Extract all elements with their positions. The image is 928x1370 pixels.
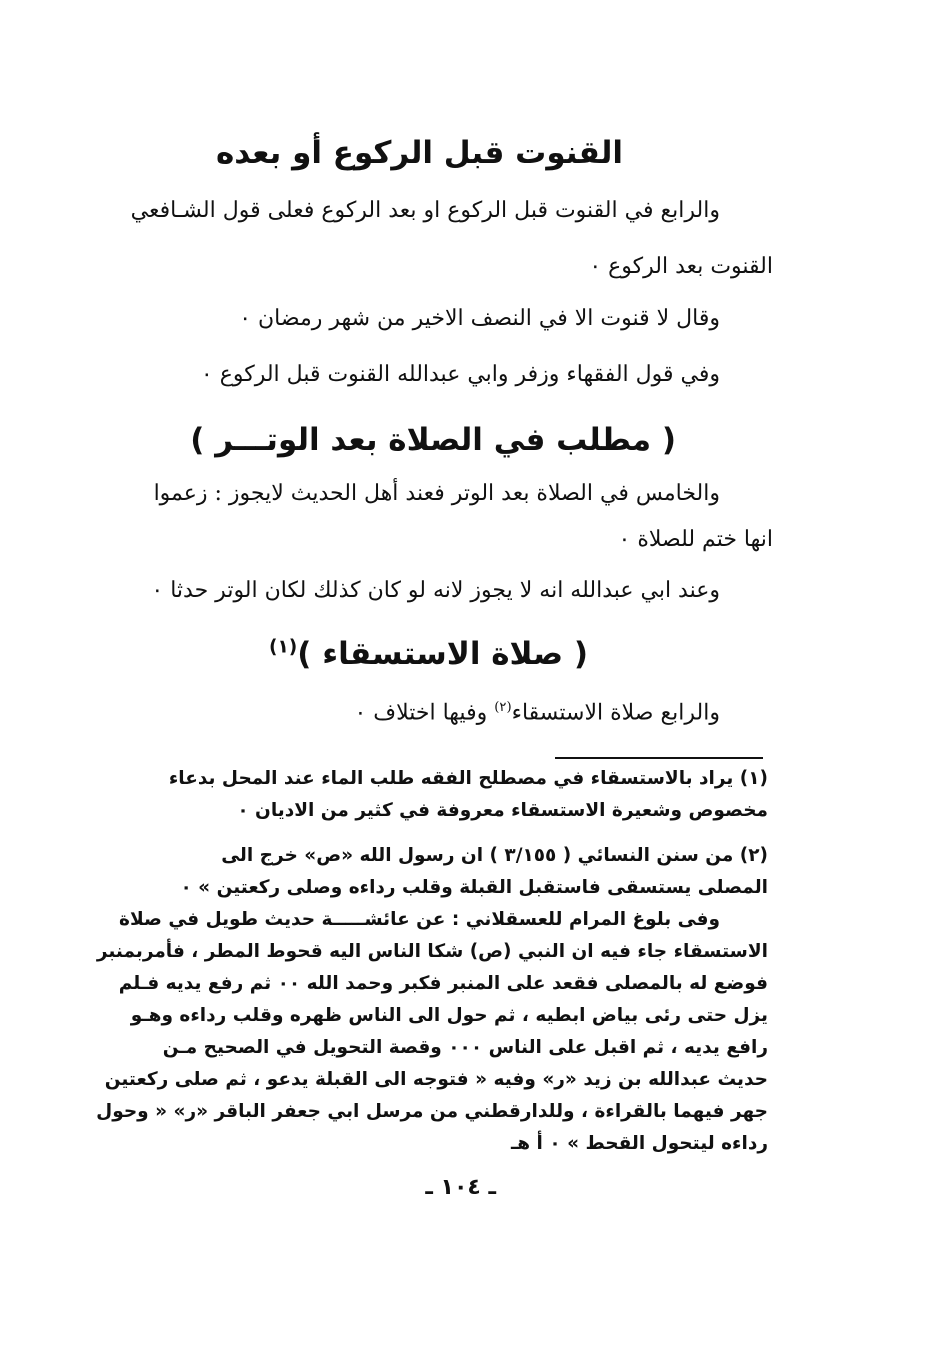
paragraph-1-line-1: والرابع في القنوت قبل الركوع او بعد الركوع فعلى قول الشـافعي <box>130 198 720 223</box>
paragraph-1-line-4: وفي قول الفقهاء وزفر وابي عبدالله القنوت قبل الركوع ٠ <box>200 362 720 387</box>
footnote-1-line-2: مخصوص وشعيرة الاستسقاء معروفة في كثير من الاديان ٠ <box>237 800 768 821</box>
footnote-2-line-3: وفى بلوغ المرام للعسقلاني : عن عائشـــــة حديث طويل في صلاة <box>119 909 720 930</box>
footnote-2-line-9: جهر فيهما بالقراءة ، وللدارقطني من مرسل ابي جعفر الباقر «ر» « وحول <box>96 1101 768 1122</box>
paragraph-2-line-1: والخامس في الصلاة بعد الوتر فعند أهل الحديث لايجوز : زعموا <box>153 481 720 506</box>
paragraph-2-line-2: انها ختم للصلاة ٠ <box>618 527 773 552</box>
paragraph-2-line-3: وعند ابي عبدالله انه لا يجوز لانه لو كان كذلك لكان الوتر حدثا ٠ <box>151 578 720 603</box>
footnote-2-line-6: يزل حتى رئى بياض ابطيه ، ثم حول الى الناس ظهره وقلب رداءه وهـو <box>130 1005 768 1026</box>
paragraph-1-line-3: وقال لا قنوت الا في النصف الاخير من شهر رمضان ٠ <box>239 306 720 331</box>
footnote-2-line-10: رداءه ليتحول القحط » ٠ أ هـ <box>510 1133 768 1154</box>
footnote-2-line-5: فوضع له بالمصلى فقعد على المنبر فكبر وحمد الله ٠٠ ثم رفع يديه فـلم <box>118 973 768 994</box>
paragraph-1-line-2: القنوت بعد الركوع ٠ <box>589 254 773 279</box>
footnote-1-line-1: (١) يراد بالاستسقاء في مصطلح الفقه طلب الماء عند المحل بدعاء <box>168 768 768 789</box>
footnote-2-line-4: الاستسقاء جاء فيه ان النبي (ص) شكا الناس اليه قحوط المطر ، فأمربمنبر <box>96 941 768 962</box>
paragraph-3-pre: والرابع صلاة الاستسقاء <box>511 700 720 726</box>
footnote-2-line-1: (٢) من سنن النسائي ( ٣/١٥٥ ) ان رسول الله «ص» خرج الى <box>221 845 768 866</box>
paragraph-3-post: وفيها اختلاف ٠ <box>354 700 495 726</box>
footnote-2-line-7: رافع يديه ، ثم اقبل على الناس ٠٠٠ وقصة التحويل في الصحيح مـن <box>162 1037 768 1058</box>
footnote-2-line-8: حديث عبدالله بن زيد «ر» وفيه « فتوجه الى القبلة يدعو ، ثم صلى ركعتين <box>104 1069 768 1090</box>
footnote-2-line-2: المصلى يستسقى فاستقبل القبلة وقلب رداءه وصلى ركعتين » ٠ <box>180 877 768 898</box>
paragraph-3 <box>354 700 720 725</box>
heading-prayer-after-witr: ( مطلب في الصلاة بعد الوتـــر ) <box>190 422 676 458</box>
footnote-marker-1: (١) <box>268 636 298 658</box>
heading-istisqa-text: ( صلاة الاستسقاء ) <box>297 636 588 672</box>
page-number: ـ ١٠٤ ـ <box>425 1175 496 1200</box>
heading-istisqa <box>269 636 588 672</box>
heading-qunut: القنوت قبل الركوع أو بعده <box>215 135 623 171</box>
footnote-marker-2: (٢) <box>494 700 512 715</box>
footnote-separator <box>555 757 763 759</box>
